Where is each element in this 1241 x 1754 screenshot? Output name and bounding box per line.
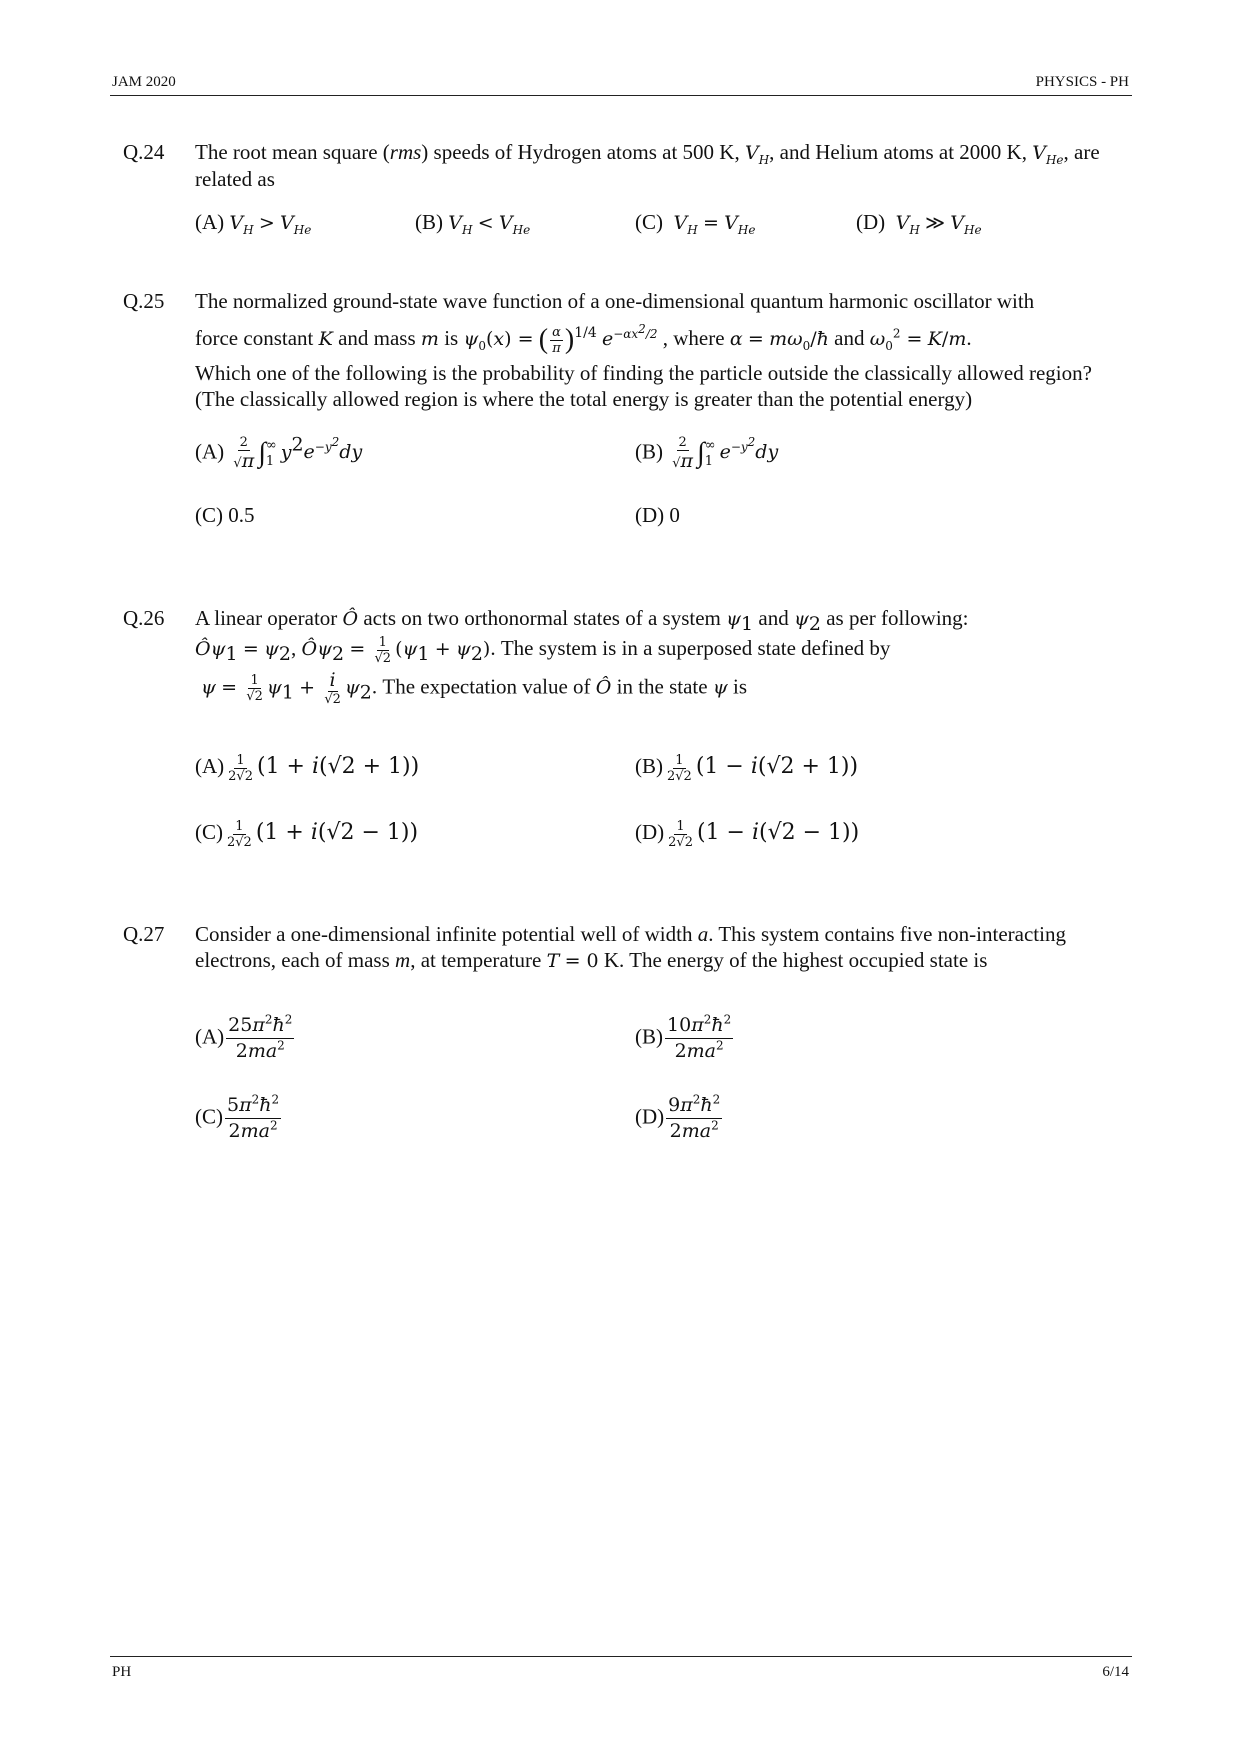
question-text: Consider a one-dimensional infinite potential well of width a. This system contains five non-interacting electrons, each of mass m, at temperature T = 0 K. The energy of the highest occupied state is (195, 922, 1066, 972)
option-d: (D) $\frac{1}{2√2}$ (1 − i(√2 − 1)) (635, 818, 860, 850)
option-b: (B) $\frac{2}{√\pi}$ ∫ ∞ 1 $e^{-y^2}dy$ (635, 434, 779, 472)
question-line: Which one of the following is the probability of finding the particle outside the classically allowed region? (195, 361, 1092, 385)
option-c: (C) $\frac{1}{2√2}$ (1 + i(√2 − 1)) (195, 818, 419, 850)
option-c: (C) 0.5 (195, 503, 255, 527)
header-left: JAM 2020 (112, 74, 176, 90)
option-b: (B) $\frac{1}{2√2}$ (1 − i(√2 + 1)) (635, 752, 859, 784)
option-d: (D) $V_H$ ≫ $V_{He}$ (856, 210, 982, 237)
option-c: (C) $V_H = V_{He}$ (635, 210, 756, 237)
option-a: (A) $\frac{1}{2√2}$ (1 + i(√2 + 1)) (195, 752, 420, 784)
question-number: Q.26 (123, 606, 165, 630)
footer-right: 6/14 (1102, 1664, 1129, 1680)
footer-left: PH (112, 1664, 132, 1680)
footer-rule (110, 1656, 1132, 1657)
question-text: A linear operator Ô acts on two orthonormal states of a system $\psi_1$ and $\psi_2$ as per following: $Ô\psi_1 = \psi_2$, $Ô\psi_2$ = $\frac{1}{√2}$ $(\psi_1 + \psi_2)$. The system is in a superposed state defined by ψ = $\frac{1}{√2}$ $\psi_1$ + $\frac{i}{√2}$ $\psi_2$. The expectation value of Ô in the state ψ is (195, 606, 969, 707)
question-text: The normalized ground-state wave function of a one-dimensional quantum harmonic oscillator with force constant K and mass m is $\psi_0(x)$ = ( $\frac{\alpha}{\pi}$ )$^{1/4}$ $e^{-\alpha x^2/2}$ , where $\alpha = m\omega_0/ħ$ and $\omega_0^2 = K/m$. Which one of the following is the probability of finding the particle outside the classically allowed region? (The classically allowed region is where the total energy is greater than the potential energy) (195, 288, 1130, 412)
header-rule (110, 95, 1132, 96)
option-a: (A) $\frac{25\pi^2ħ^2}{2ma^2}$ (195, 1012, 293, 1062)
option-d: (D) $\frac{9\pi^2ħ^2}{2ma^2}$ (635, 1092, 721, 1142)
question-number: Q.27 (123, 922, 165, 946)
question-note: (The classically allowed region is where the total energy is greater than the potential energy) (195, 387, 973, 411)
header-right: PHYSICS - PH (1035, 74, 1129, 90)
option-a: (A) $\frac{2}{√\pi}$ ∫ ∞ 1 $y^2e^{-y^2}dy$ (195, 433, 363, 472)
option-c: (C) $\frac{5\pi^2ħ^2}{2ma^2}$ (195, 1092, 280, 1142)
option-b: (B) $V_H < V_{He}$ (415, 210, 531, 237)
question-number: Q.24 (123, 140, 165, 164)
option-b: (B) $\frac{10\pi^2ħ^2}{2ma^2}$ (635, 1012, 732, 1062)
question-text: The root mean square (rms) speeds of Hydrogen atoms at 500 K, $V_H$, and Helium atoms at 2000 K, $V_{He}$, are related as (195, 140, 1100, 191)
option-a: (A) $V_H > V_{He}$ (195, 210, 312, 237)
question-number: Q.25 (123, 289, 165, 313)
option-d: (D) 0 (635, 503, 680, 527)
